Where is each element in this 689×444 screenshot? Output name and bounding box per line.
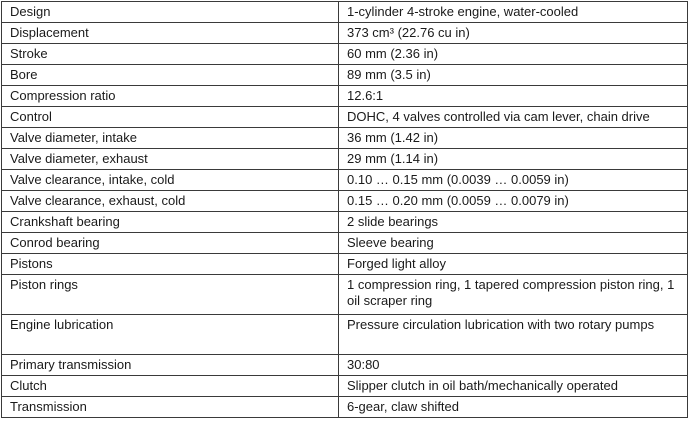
spec-value	[339, 170, 688, 191]
table-row	[2, 2, 688, 23]
spec-label	[2, 275, 339, 315]
spec-value-text: 29 mm (1.14 in)	[347, 151, 439, 166]
spec-label-text: Bore	[10, 67, 38, 82]
table-row	[2, 275, 688, 315]
table-row	[2, 355, 688, 376]
spec-label	[2, 212, 339, 233]
spec-label-text: Displacement	[10, 25, 89, 40]
spec-value-text: 1-cylinder 4-stroke engine, water-cooled	[347, 4, 579, 19]
spec-value	[339, 355, 688, 376]
spec-label	[2, 315, 339, 355]
spec-value-text: 373 cm³ (22.76 cu in)	[347, 25, 470, 40]
spec-label	[2, 86, 339, 107]
table-row	[2, 149, 688, 170]
spec-label-text: Valve clearance, intake, cold	[10, 172, 175, 187]
spec-label-text: Valve clearance, exhaust, cold	[10, 193, 186, 208]
spec-value	[339, 107, 688, 128]
spec-label	[2, 397, 339, 418]
spec-value-text: 36 mm (1.42 in)	[347, 130, 439, 145]
spec-label	[2, 65, 339, 86]
spec-label-text: Piston rings	[10, 277, 78, 292]
spec-value-text: 0.15 … 0.20 mm (0.0059 … 0.0079 in)	[347, 193, 569, 208]
spec-label-text: Transmission	[10, 399, 87, 414]
spec-value	[339, 86, 688, 107]
spec-label-text: Control	[10, 109, 52, 124]
spec-value-text: 12.6:1	[347, 88, 384, 103]
spec-value	[339, 149, 688, 170]
table-row	[2, 128, 688, 149]
spec-label-text: Primary transmission	[10, 357, 132, 372]
spec-value	[339, 44, 688, 65]
spec-value	[339, 233, 688, 254]
spec-label-text: Pistons	[10, 256, 53, 271]
spec-label	[2, 376, 339, 397]
spec-value	[339, 212, 688, 233]
table-row	[2, 397, 688, 418]
spec-value-text: 2 slide bearings	[347, 214, 439, 229]
spec-value	[339, 315, 688, 355]
spec-value-text: Slipper clutch in oil bath/mechanically operated	[347, 378, 618, 393]
spec-label	[2, 233, 339, 254]
table-row	[2, 254, 688, 275]
spec-label	[2, 23, 339, 44]
spec-label-text: Stroke	[10, 46, 48, 61]
spec-label	[2, 107, 339, 128]
spec-label-text: Clutch	[10, 378, 47, 393]
spec-value	[339, 65, 688, 86]
spec-value-text: 30:80	[347, 357, 380, 372]
spec-label	[2, 128, 339, 149]
table-row	[2, 65, 688, 86]
spec-label	[2, 355, 339, 376]
spec-label-text: Design	[10, 4, 51, 19]
spec-value-text: Forged light alloy	[347, 256, 446, 271]
table-row	[2, 376, 688, 397]
spec-value	[339, 2, 688, 23]
table-row	[2, 44, 688, 65]
table-row	[2, 107, 688, 128]
spec-value	[339, 23, 688, 44]
spec-value	[339, 275, 688, 315]
spec-label-text: Conrod bearing	[10, 235, 100, 250]
spec-label	[2, 254, 339, 275]
spec-label-text: Crankshaft bearing	[10, 214, 120, 229]
spec-value	[339, 128, 688, 149]
spec-label-text: Engine lubrication	[10, 317, 114, 332]
spec-value-text: 60 mm (2.36 in)	[347, 46, 439, 61]
table-row	[2, 170, 688, 191]
table-row	[2, 315, 688, 355]
spec-value-text: 89 mm (3.5 in)	[347, 67, 431, 82]
engine-specifications-table	[1, 1, 688, 418]
spec-value	[339, 254, 688, 275]
spec-label	[2, 44, 339, 65]
spec-label-text: Valve diameter, intake	[10, 130, 137, 145]
spec-value	[339, 397, 688, 418]
table-row	[2, 233, 688, 254]
table-row	[2, 23, 688, 44]
spec-label-text: Compression ratio	[10, 88, 116, 103]
spec-value-text: 0.10 … 0.15 mm (0.0039 … 0.0059 in)	[347, 172, 569, 187]
table-row	[2, 212, 688, 233]
spec-value-text: 6-gear, claw shifted	[347, 399, 460, 414]
spec-value-text: Pressure circulation lubrication with two rotary pumps	[347, 317, 655, 332]
spec-label	[2, 170, 339, 191]
spec-label	[2, 149, 339, 170]
table-row	[2, 191, 688, 212]
spec-label	[2, 2, 339, 23]
spec-value-text: 1 compression ring, 1 tapered compression piston ring, 1 oil scraper ring	[347, 277, 675, 308]
spec-label	[2, 191, 339, 212]
spec-value-text: DOHC, 4 valves controlled via cam lever, chain drive	[347, 109, 650, 124]
table-row	[2, 86, 688, 107]
spec-value	[339, 376, 688, 397]
spec-label-text: Valve diameter, exhaust	[10, 151, 148, 166]
spec-value	[339, 191, 688, 212]
spec-value-text: Sleeve bearing	[347, 235, 434, 250]
